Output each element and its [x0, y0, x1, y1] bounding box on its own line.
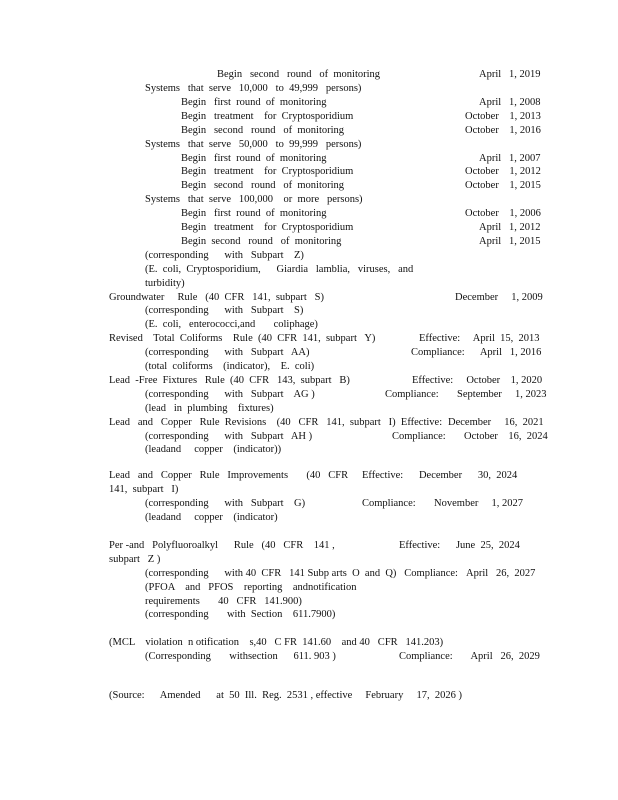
date-text: April 1, 2015 — [479, 236, 541, 247]
text-line: Systems that serve 100,000 or more persons) — [145, 194, 363, 205]
text-line: Begin first round of monitoring — [181, 208, 327, 219]
compliance-date: Compliance: November 1, 2027 — [362, 498, 523, 509]
text-line: (corresponding with Subpart AH ) — [145, 431, 313, 442]
text-line: Begin first round of monitoring — [181, 97, 327, 108]
date-text: April 1, 2012 — [479, 222, 541, 233]
effective-date: Effective: June 25, 2024 — [399, 540, 520, 551]
rule-heading: Revised Total Coliforms Rule (40 CFR 141, subpart Y) — [109, 333, 376, 344]
text-line: (E. coli, Cryptosporidium, Giardia lamblia, viruses, and — [145, 264, 414, 275]
date-text: October 1, 2006 — [465, 208, 541, 219]
effective-date: Effective: December 30, 2024 — [362, 470, 518, 481]
text-line: Systems that serve 10,000 to 49,999 persons) — [145, 83, 362, 94]
text-line: Begin first round of monitoring — [181, 153, 327, 164]
text-line: 141, subpart I) — [109, 484, 179, 495]
text-line: Begin second round of monitoring — [181, 236, 342, 247]
text-line: Begin second round of monitoring — [181, 125, 345, 136]
date-text: December 16, 2021 — [448, 417, 544, 428]
text-line: Begin second round of monitoring — [181, 180, 345, 191]
text-line: (leadand copper (indicator) — [145, 512, 278, 523]
date-text: October 1, 2016 — [465, 125, 541, 136]
text-line: (corresponding with 40 CFR 141 Subp arts O and Q) Compliance: — [145, 568, 458, 579]
date-text: October 1, 2012 — [465, 166, 541, 177]
date-text: April 1, 2019 — [479, 69, 541, 80]
effective-date: Effective: October 1, 2020 — [412, 375, 543, 386]
text-line: (corresponding with Subpart AG ) — [145, 389, 315, 400]
date-text: April 1, 2007 — [479, 153, 541, 164]
text-line: (total coliforms (indicator), E. coli) — [145, 361, 315, 372]
compliance-date: Compliance: April 26, 2029 — [399, 651, 540, 662]
text-line: (MCL violation n otification s,40 C FR 141.60 and 40 CFR 141.203) — [109, 637, 444, 648]
text-line: (corresponding with Subpart G) — [145, 498, 306, 509]
text-line: Systems that serve 50,000 to 99,999 persons) — [145, 139, 362, 150]
text-line: Begin treatment for Cryptosporidium — [181, 222, 354, 233]
text-line: (corresponding with Section 611.7900) — [145, 609, 336, 620]
compliance-date: Compliance: October 16, 2024 — [392, 431, 548, 442]
text-line: (E. coli, enterococci,and coliphage) — [145, 319, 318, 330]
text-line: requirements 40 CFR 141.900) — [145, 596, 302, 607]
compliance-date: Compliance: September 1, 2023 — [385, 389, 547, 400]
text-line: (lead in plumbing fixtures) — [145, 403, 274, 414]
rule-heading: Per -and Polyfluoroalkyl Rule (40 CFR 141 , — [109, 540, 335, 551]
text-line: turbidity) — [145, 278, 185, 289]
rule-heading: Lead and Copper Rule Revisions (40 CFR 141, subpart I) Effective: — [109, 417, 443, 428]
rule-heading: Groundwater Rule (40 CFR 141, subpart S) — [109, 292, 324, 303]
text-line: Begin treatment for Cryptosporidium — [181, 166, 354, 177]
source-note: (Source: Amended at 50 Ill. Reg. 2531 , effective February 17, 2026 ) — [109, 690, 462, 701]
text-line: Begin treatment for Cryptosporidium — [181, 111, 354, 122]
text-line: Begin second round of monitoring — [217, 69, 381, 80]
text-line: (corresponding with Subpart S) — [145, 305, 304, 316]
date-text: October 1, 2015 — [465, 180, 541, 191]
date-text: April 26, 2027 — [466, 568, 536, 579]
rule-heading: Lead and Copper Rule Improvements (40 CFR — [109, 470, 349, 481]
compliance-date: Compliance: April 1, 2016 — [411, 347, 542, 358]
text-line: (leadand copper (indicator)) — [145, 444, 282, 455]
text-line: (corresponding with Subpart AA) — [145, 347, 310, 358]
text-line: (PFOA and PFOS reporting andnotification — [145, 582, 357, 593]
rule-heading: Lead -Free Fixtures Rule (40 CFR 143, subpart B) — [109, 375, 350, 386]
date-text: October 1, 2013 — [465, 111, 541, 122]
effective-date: Effective: April 15, 2013 — [419, 333, 540, 344]
text-line: subpart Z ) — [109, 554, 161, 565]
text-line: (Corresponding withsection 611. 903 ) — [145, 651, 336, 662]
text-line: (corresponding with Subpart Z) — [145, 250, 304, 261]
date-text: December 1, 2009 — [455, 292, 543, 303]
date-text: April 1, 2008 — [479, 97, 541, 108]
